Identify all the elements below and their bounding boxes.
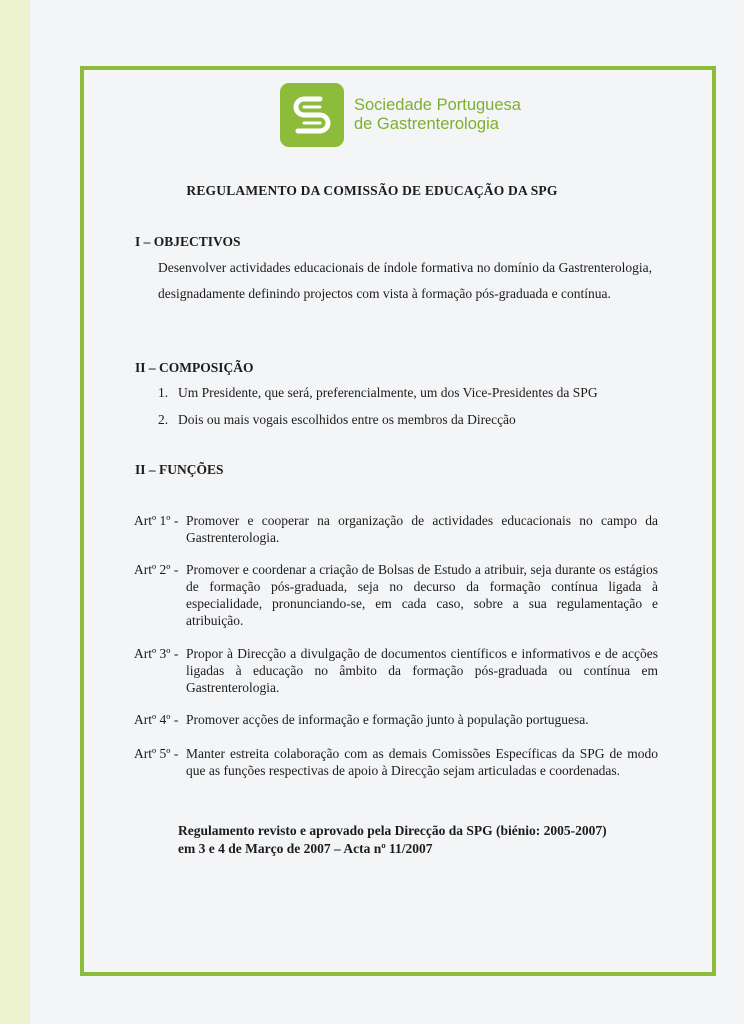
article-text: Promover acções de informação e formação junto à população portuguesa. — [186, 712, 589, 727]
article-label: Artº 2º - — [134, 562, 179, 577]
list-item — [158, 412, 516, 428]
heading-funcoes: II – FUNÇÕES — [135, 462, 224, 477]
article-1 — [134, 512, 658, 546]
spg-logo — [280, 83, 521, 147]
article-text: Promover e cooperar na organização de actividades educacionais no campo da Gastrenterologia. — [186, 513, 658, 545]
article-3 — [134, 645, 658, 696]
article-text: Manter estreita colaboração com as demais Comissões Específicas da SPG de modo que as funções respectivas de apoio à Direcção sejam articuladas e coordenadas. — [186, 746, 658, 778]
article-label: Artº 5º - — [134, 746, 179, 761]
scan-left-strip — [0, 0, 30, 1024]
article-label: Artº 4º - — [134, 712, 179, 727]
logo-line-1: Sociedade Portuguesa — [354, 96, 521, 114]
objectivos-text: Desenvolver actividades educacionais de índole formativa no domínio da Gastrenterologia, designadamente definindo projectos com vista à formação pós-graduada e contínua. — [158, 260, 652, 301]
article-text: Promover e coordenar a criação de Bolsas de Estudo a atribuir, seja durante os estágios de formação pós-graduada, seja no decurso da formação contínua ligada à especialidade, pronunciando-se, em cada caso, sobre a sua regulamentação e atribuição. — [186, 562, 658, 628]
article-label: Artº 3º - — [134, 646, 179, 661]
article-text: Propor à Direcção a divulgação de documentos científicos e informativos e de acções ligadas à educação no âmbito da formação pós-graduada ou contínua em Gastrenterologia. — [186, 646, 658, 695]
list-item — [158, 385, 598, 401]
document-title: REGULAMENTO DA COMISSÃO DE EDUCAÇÃO DA SPG — [186, 183, 558, 198]
list-item-text: Dois ou mais vogais escolhidos entre os membros da Direcção — [178, 412, 516, 427]
approval-note — [178, 822, 668, 858]
heading-composicao: II – COMPOSIÇÃO — [135, 360, 254, 375]
approval-line-1: Regulamento revisto e aprovado pela Direcção da SPG (biénio: 2005-2007) — [178, 823, 607, 838]
logo-line-2: de Gastrenterologia — [354, 115, 499, 133]
approval-line-2: em 3 e 4 de Março de 2007 – Acta nº 11/2007 — [178, 841, 433, 856]
article-2 — [134, 561, 658, 629]
spg-logo-text — [354, 96, 521, 134]
spg-logo-icon — [280, 83, 344, 147]
heading-objectivos: I – OBJECTIVOS — [135, 234, 241, 249]
list-item-number: 1. — [158, 385, 169, 400]
article-label: Artº 1º - — [134, 513, 179, 528]
article-5 — [134, 745, 658, 779]
list-item-number: 2. — [158, 412, 169, 427]
list-item-text: Um Presidente, que será, preferencialmente, um dos Vice-Presidentes da SPG — [178, 385, 598, 400]
article-4 — [134, 711, 658, 728]
